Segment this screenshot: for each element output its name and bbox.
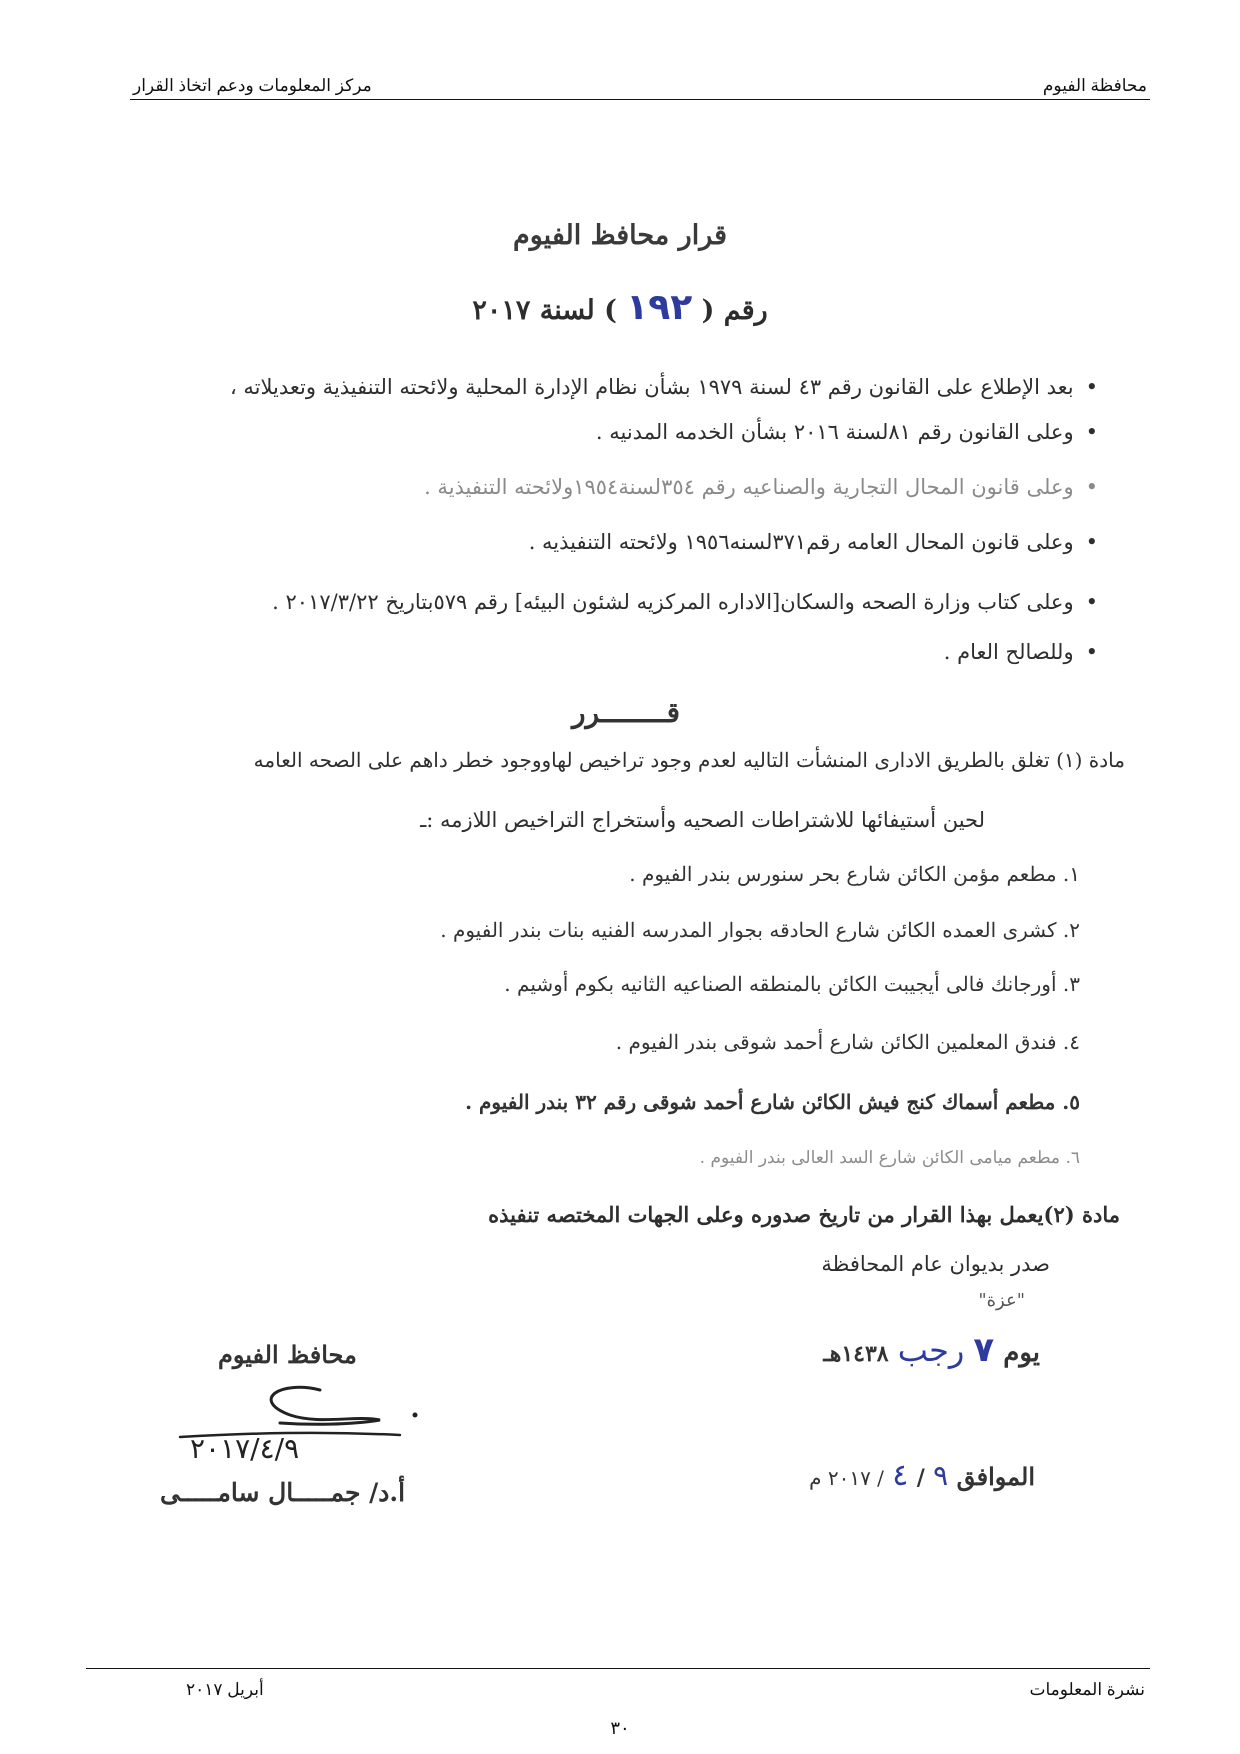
- preamble-clause: •وعلى القانون رقم ٨١لسنة ٢٠١٦ بشأن الخدمه المدنيه .: [595, 420, 1098, 444]
- gregorian-day-hand: ٩: [933, 1459, 949, 1492]
- article-2-line-1: مادة (٢)يعمل بهذا القرار من تاريخ صدوره وعلى الجهات المختصه تنفيذه: [488, 1202, 1120, 1227]
- preamble-clause: •وعلى كتاب وزارة الصحه والسكان[الاداره المركزيه لشئون البيئه] رقم ٥٧٩بتاريخ ٢٠١٧/٣/٢٢ .: [272, 590, 1098, 614]
- bullet-icon: •: [1085, 375, 1098, 399]
- decree-number-prefix: رقم (: [701, 295, 768, 326]
- preamble-clause: •وعلى قانون المحال التجارية والصناعيه رقم ٣٥٤لسنة١٩٥٤ولائحته التنفيذية .: [424, 475, 1098, 499]
- gregorian-date: الموافق ٩ / ٤ / ٢٠١٧ م: [809, 1458, 1035, 1493]
- establishment-item: ٣. أورجانك فالى أيجيبت الكائن بالمنطقه الصناعيه الثانيه بكوم أوشيم .: [504, 972, 1080, 996]
- bullet-icon: •: [1085, 530, 1098, 554]
- footer-date: أبريل ٢٠١٧: [186, 1680, 264, 1699]
- preamble-clause: •وللصالح العام .: [943, 640, 1098, 664]
- decided-heading: قــــــــرر: [572, 696, 680, 729]
- preamble-clause: •بعد الإطلاع على القانون رقم ٤٣ لسنة ١٩٧٩ بشأن نظام الإدارة المحلية ولائحته التنفيذية وتعديلاته ،: [229, 375, 1098, 399]
- article-1-line-1: مادة (١) تغلق بالطريق الادارى المنشأت التاليه لعدم وجود تراخيص لهاووجود خطر داهم على الصحه العامه: [253, 748, 1125, 772]
- header-governorate: محافظة الفيوم: [1042, 76, 1147, 95]
- establishment-item: ٤. فندق المعلمين الكائن شارع أحمد شوقى بندر الفيوم .: [615, 1030, 1080, 1054]
- establishment-item: ٢. كشرى العمده الكائن شارع الحادقه بجوار المدرسه الفنيه بنات بندر الفيوم .: [440, 918, 1080, 942]
- establishment-item: ٥. مطعم أسماك كنج فيش الكائن شارع أحمد شوقى رقم ٣٢ بندر الفيوم .: [465, 1090, 1080, 1114]
- decree-number-suffix: ) لسنة ٢٠١٧: [472, 295, 617, 326]
- bullet-icon: •: [1085, 475, 1098, 499]
- hijri-month-hand: رجب: [897, 1331, 965, 1369]
- footer-bulletin: نشرة المعلومات: [1029, 1680, 1145, 1699]
- header-divider: [130, 99, 1150, 100]
- establishment-item: ١. مطعم مؤمن الكائن شارع بحر سنورس بندر الفيوم .: [629, 862, 1080, 886]
- decree-title: قرار محافظ الفيوم: [513, 220, 727, 251]
- hijri-date: [823, 1330, 1040, 1370]
- governor-title: محافظ الفيوم: [218, 1340, 357, 1369]
- signature-hand-date: ٢٠١٧/٤/٩: [190, 1432, 300, 1465]
- bullet-icon: •: [1085, 590, 1098, 614]
- page-number: ٣٠: [610, 1718, 630, 1738]
- preamble-clause: •وعلى قانون المحال العامه رقم٣٧١لسنه١٩٥٦ ولائحته التنفيذيه .: [528, 530, 1098, 554]
- footer-divider: [86, 1668, 1150, 1669]
- printer-mark: "عزة": [978, 1290, 1025, 1311]
- decree-number-handwritten: ١٩٢: [626, 287, 693, 328]
- decree-number-line: [0, 287, 1240, 328]
- hijri-day-hand: ٧: [973, 1330, 995, 1370]
- article-1-line-2: لحين أستيفائها للاشتراطات الصحيه وأستخراج التراخيص اللازمه :ـ: [420, 808, 985, 832]
- issued-at: صدر بديوان عام المحافظة: [821, 1252, 1050, 1276]
- establishment-item: ٦. مطعم ميامى الكائن شارع السد العالى بندر الفيوم .: [699, 1148, 1080, 1168]
- header-center: مركز المعلومات ودعم اتخاذ القرار: [133, 76, 372, 95]
- bullet-icon: •: [1085, 420, 1098, 444]
- corresponding-label: الموافق: [956, 1462, 1035, 1491]
- governor-name: أ.د/ جمـــــال سامـــــى: [160, 1478, 406, 1507]
- gregorian-year: / ٢٠١٧ م: [809, 1466, 884, 1490]
- day-label: يوم: [1003, 1338, 1040, 1368]
- hijri-year: ١٤٣٨هـ: [823, 1341, 889, 1367]
- gregorian-month-hand: ٤: [892, 1458, 909, 1493]
- bullet-icon: •: [1085, 640, 1098, 664]
